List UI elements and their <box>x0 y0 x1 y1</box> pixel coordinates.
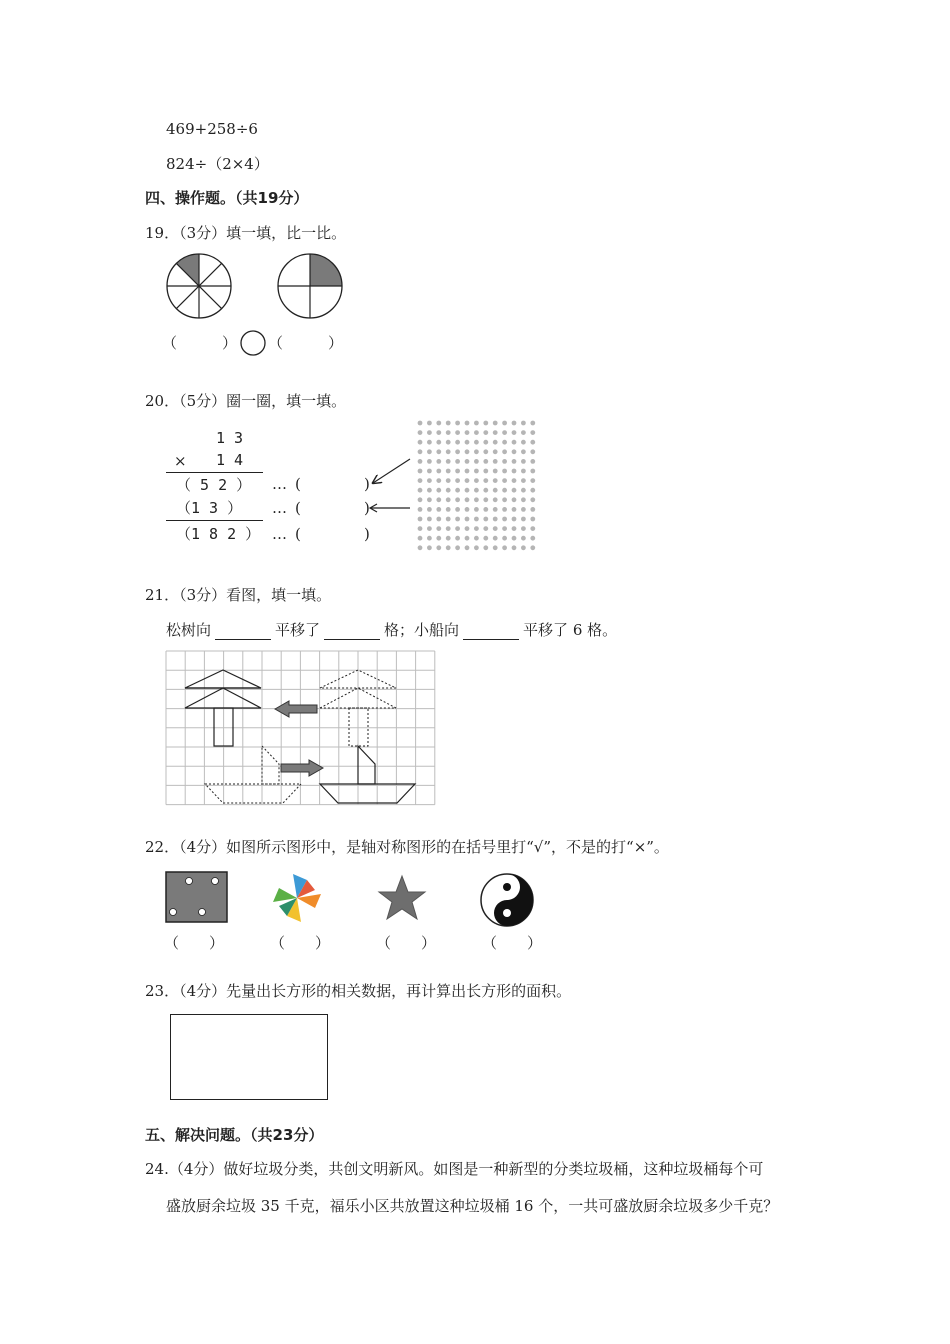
dot <box>483 517 488 522</box>
dot <box>427 469 432 474</box>
dot <box>436 488 441 493</box>
dot <box>493 536 498 541</box>
circle-eighths <box>167 254 231 318</box>
dot <box>493 449 498 454</box>
dot <box>493 478 498 483</box>
dot <box>521 536 526 541</box>
dot <box>521 478 526 483</box>
dot <box>427 526 432 531</box>
dot <box>483 536 488 541</box>
dot <box>427 507 432 512</box>
q20-rule-2 <box>166 520 263 521</box>
dot <box>493 526 498 531</box>
dot <box>418 440 423 445</box>
tree-solid <box>185 670 261 746</box>
dot <box>483 526 488 531</box>
dot <box>512 469 517 474</box>
dot <box>455 478 460 483</box>
dot <box>502 517 507 522</box>
dot <box>455 545 460 550</box>
q20-top-num: 1 3 <box>216 429 244 447</box>
dot <box>418 517 423 522</box>
q22-text: 22．（4分）如图所示图形中，是轴对称图形的在括号里打“√”，不是的打“×”。 <box>145 838 669 856</box>
dot <box>474 478 479 483</box>
arrow-right <box>281 760 323 776</box>
q21-fill-b: 平移了 <box>275 621 321 639</box>
dot <box>474 517 479 522</box>
dot <box>436 536 441 541</box>
dot <box>474 459 479 464</box>
dot <box>530 507 535 512</box>
q20-paren-close-1: ) <box>364 475 370 493</box>
dot <box>483 440 488 445</box>
q22-paren-1: （ ） <box>164 934 225 952</box>
dot <box>436 459 441 464</box>
dot <box>446 507 451 512</box>
dot <box>493 430 498 435</box>
dot <box>521 449 526 454</box>
dot <box>530 526 535 531</box>
dot <box>436 430 441 435</box>
dot <box>512 488 517 493</box>
dot <box>493 469 498 474</box>
q19-paren-left: （ ） <box>162 334 238 352</box>
dot <box>418 421 423 426</box>
dot <box>502 430 507 435</box>
dot <box>436 440 441 445</box>
dot <box>427 430 432 435</box>
q20-ellipsis-1: … <box>272 475 287 493</box>
dot <box>512 459 517 464</box>
dot <box>446 469 451 474</box>
q20-paren-close-3: ) <box>364 525 370 543</box>
dot <box>436 526 441 531</box>
boat-dotted <box>205 746 301 803</box>
dot <box>530 430 535 435</box>
dot <box>512 449 517 454</box>
dot <box>493 459 498 464</box>
dot <box>521 507 526 512</box>
dot <box>455 526 460 531</box>
dot <box>446 478 451 483</box>
dot <box>474 421 479 426</box>
dot <box>446 497 451 502</box>
dot <box>455 536 460 541</box>
dot <box>512 478 517 483</box>
q21-blank-1[interactable] <box>215 623 271 640</box>
dot <box>474 440 479 445</box>
dot <box>483 469 488 474</box>
dot <box>512 517 517 522</box>
dot <box>436 449 441 454</box>
dot <box>446 449 451 454</box>
dot <box>418 430 423 435</box>
dot <box>465 459 470 464</box>
dot <box>521 526 526 531</box>
pinwheel-icon <box>273 874 321 922</box>
q20-row2: （1 3 ） <box>176 499 243 517</box>
dot <box>502 488 507 493</box>
dot <box>493 440 498 445</box>
dot <box>502 526 507 531</box>
dot <box>502 478 507 483</box>
q22-paren-3: （ ） <box>376 934 437 952</box>
dot <box>446 488 451 493</box>
dot <box>502 536 507 541</box>
calc-line-2: 824÷（2×4） <box>166 155 269 173</box>
dot <box>436 507 441 512</box>
dot-array <box>414 418 540 558</box>
q24-line-1: 24.（4分）做好垃圾分类，共创文明新风。如图是一种新型的分类垃圾桶，这种垃圾桶每个可 <box>145 1160 764 1178</box>
dot <box>446 421 451 426</box>
dot <box>465 497 470 502</box>
dot <box>427 536 432 541</box>
dot <box>474 488 479 493</box>
dot <box>483 507 488 512</box>
dot <box>502 507 507 512</box>
yin-yang-icon <box>481 874 533 926</box>
dot <box>474 497 479 502</box>
calc-line-1: 469+258÷6 <box>166 120 258 138</box>
dot <box>465 440 470 445</box>
dot <box>455 469 460 474</box>
dot <box>455 488 460 493</box>
dot <box>512 440 517 445</box>
dot <box>530 536 535 541</box>
q20-paren-open-2: ( <box>295 499 301 517</box>
dot <box>521 497 526 502</box>
dot <box>427 488 432 493</box>
dot <box>465 488 470 493</box>
dot <box>455 497 460 502</box>
dot <box>418 526 423 531</box>
dot <box>465 430 470 435</box>
dot <box>512 526 517 531</box>
section-4-title: 四、操作题。（共19分） <box>145 189 309 207</box>
dot <box>530 545 535 550</box>
dot <box>436 545 441 550</box>
dot <box>418 497 423 502</box>
dot <box>521 517 526 522</box>
q19-paren-right: （ ） <box>268 334 344 352</box>
q21-fill-line <box>166 620 617 640</box>
dot <box>483 497 488 502</box>
dot <box>455 507 460 512</box>
q20-paren-close-2: ) <box>364 499 370 517</box>
q20-paren-open-3: ( <box>295 525 301 543</box>
dot <box>512 430 517 435</box>
dot <box>512 536 517 541</box>
q20-mult-num: 1 4 <box>216 451 244 469</box>
dot <box>493 517 498 522</box>
dot <box>530 469 535 474</box>
q22-paren-4: （ ） <box>482 934 543 952</box>
dot <box>493 545 498 550</box>
dot <box>474 469 479 474</box>
star-icon <box>379 876 425 919</box>
dot <box>418 488 423 493</box>
dot <box>521 545 526 550</box>
dot <box>483 459 488 464</box>
dot <box>446 545 451 550</box>
dot <box>530 497 535 502</box>
dot <box>530 488 535 493</box>
dot <box>436 478 441 483</box>
dot <box>502 459 507 464</box>
dot <box>530 449 535 454</box>
dot <box>465 526 470 531</box>
dot <box>483 478 488 483</box>
dot <box>474 526 479 531</box>
dot <box>455 440 460 445</box>
dot <box>465 517 470 522</box>
dot <box>436 517 441 522</box>
dot <box>446 459 451 464</box>
q21-fill-a: 松树向 <box>166 621 212 639</box>
dot <box>530 421 535 426</box>
dot <box>530 517 535 522</box>
dot <box>436 469 441 474</box>
q20-ellipsis-2: … <box>272 499 287 517</box>
q21-text: 21．（3分）看图，填一填。 <box>145 586 332 604</box>
q21-fill-c: 格；小船向 <box>384 621 460 639</box>
dot <box>465 478 470 483</box>
dot <box>474 449 479 454</box>
dot <box>474 507 479 512</box>
dot <box>465 469 470 474</box>
dot <box>455 430 460 435</box>
dot <box>436 421 441 426</box>
boat-solid <box>320 746 415 803</box>
dot <box>502 440 507 445</box>
dot <box>465 449 470 454</box>
q23-text: 23．（4分）先量出长方形的相关数据，再计算出长方形的面积。 <box>145 982 572 1000</box>
circle-quarters <box>278 254 342 318</box>
q20-row1: （ 5 2 ） <box>176 476 252 494</box>
dot <box>512 507 517 512</box>
dot <box>521 469 526 474</box>
q21-blank-2[interactable] <box>324 623 380 640</box>
dot <box>512 421 517 426</box>
dot <box>427 459 432 464</box>
dot <box>427 517 432 522</box>
dot <box>512 545 517 550</box>
dot <box>502 449 507 454</box>
dot <box>493 497 498 502</box>
dot <box>446 440 451 445</box>
dot <box>427 440 432 445</box>
dot <box>465 536 470 541</box>
q24-line-2: 盛放厨余垃圾 35 千克，福乐小区共放置这种垃圾桶 16 个，一共可盛放厨余垃圾多少千克？ <box>166 1197 779 1215</box>
dot <box>418 459 423 464</box>
q21-blank-3[interactable] <box>463 623 519 640</box>
dot <box>530 440 535 445</box>
q22-figures <box>160 868 540 930</box>
dot <box>418 449 423 454</box>
rect-with-holes-icon <box>166 872 227 922</box>
translation-grid <box>165 650 437 806</box>
dot <box>427 497 432 502</box>
q22-paren-2: （ ） <box>270 934 331 952</box>
dot <box>493 507 498 512</box>
dot <box>418 536 423 541</box>
dot <box>483 545 488 550</box>
q20-arrows <box>365 455 415 515</box>
compare-circle <box>241 331 265 355</box>
dot <box>465 545 470 550</box>
dot <box>418 545 423 550</box>
dot <box>483 430 488 435</box>
dot <box>483 421 488 426</box>
dot <box>502 497 507 502</box>
dot <box>455 421 460 426</box>
dot <box>427 478 432 483</box>
dot <box>446 526 451 531</box>
dot <box>521 421 526 426</box>
section-5-title: 五、解决问题。（共23分） <box>145 1126 324 1144</box>
q20-paren-open-1: ( <box>295 475 301 493</box>
dot <box>427 545 432 550</box>
dot <box>483 488 488 493</box>
q20-times: × <box>174 452 187 470</box>
dot <box>446 430 451 435</box>
dot <box>446 517 451 522</box>
dot <box>474 536 479 541</box>
dot <box>521 440 526 445</box>
dot <box>493 421 498 426</box>
q19-text: 19．（3分）填一填，比一比。 <box>145 224 347 242</box>
q21-fill-d: 平移了 6 格。 <box>523 621 618 639</box>
dot <box>502 469 507 474</box>
dot <box>474 430 479 435</box>
dot <box>521 488 526 493</box>
dot <box>530 459 535 464</box>
q20-text: 20．（5分）圈一圈，填一填。 <box>145 392 347 410</box>
q20-row3: （1 8 2 ） <box>176 525 261 543</box>
dot <box>465 507 470 512</box>
dot <box>483 449 488 454</box>
dot <box>521 430 526 435</box>
dot <box>427 449 432 454</box>
dot <box>455 449 460 454</box>
dot <box>512 497 517 502</box>
dot <box>502 545 507 550</box>
dot <box>465 421 470 426</box>
dot <box>530 478 535 483</box>
dot <box>446 536 451 541</box>
dot <box>418 469 423 474</box>
dot <box>418 478 423 483</box>
dot <box>436 497 441 502</box>
dot <box>418 507 423 512</box>
q23-rectangle <box>170 1014 328 1100</box>
dot <box>502 421 507 426</box>
dot <box>455 459 460 464</box>
dot <box>493 488 498 493</box>
q20-rule-1 <box>166 472 263 473</box>
dot <box>521 459 526 464</box>
q20-ellipsis-3: … <box>272 525 287 543</box>
dot <box>427 421 432 426</box>
dot <box>455 517 460 522</box>
dot <box>474 545 479 550</box>
